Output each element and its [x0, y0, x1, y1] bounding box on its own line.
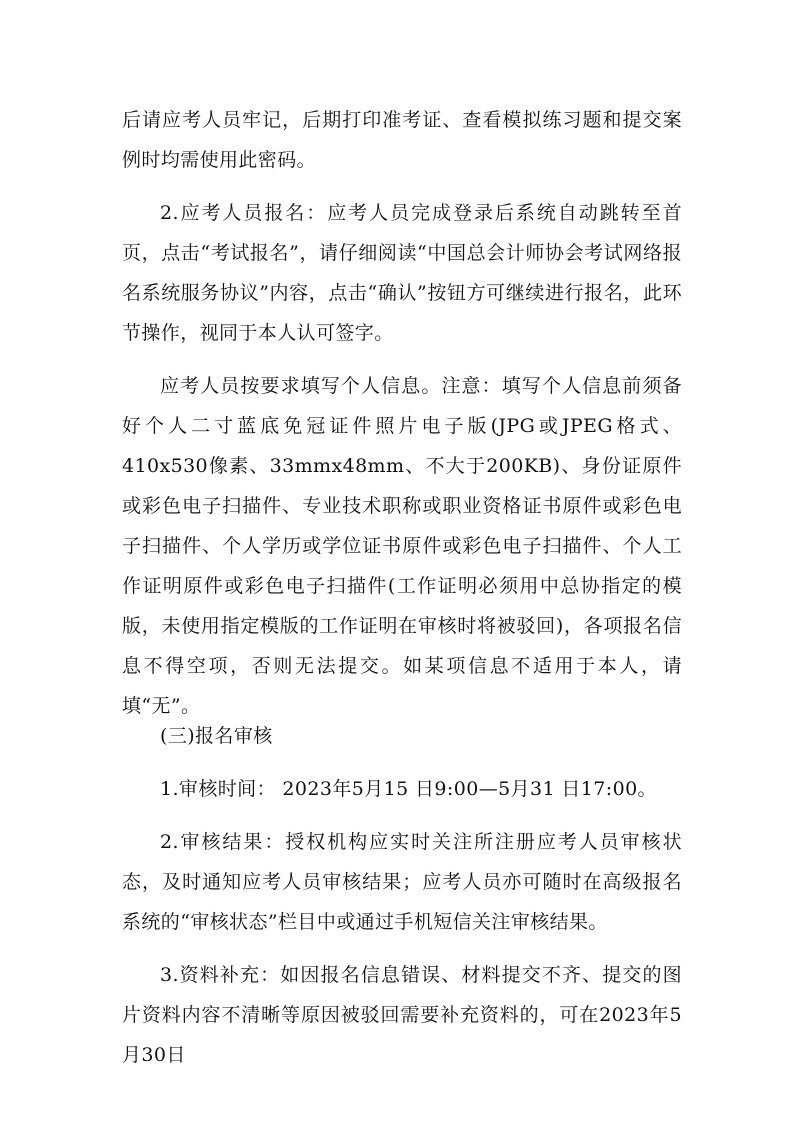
paragraph-supplement: 3.资料补充：如因报名信息错误、材料提交不齐、提交的图片资料内容不清晰等原因被驳回需要补充资料的，可在2023年5月30日: [122, 964, 682, 1066]
paragraph-password-note: 后请应考人员牢记，后期打印准考证、查看模拟练习题和提交案例时均需使用此密码。: [122, 109, 682, 171]
paragraph-review-time: 1.审核时间： 2023年5月15 日9:00—5月31 日17:00。: [160, 778, 657, 800]
paragraph-personal-info: 应考人员按要求填写个人信息。注意：填写个人信息前须备好个人二寸蓝底免冠证件照片电子版(JPG或JPEG格式、410x530像素、33mmx48mm、不大于200KB)、身份证原件或彩色电子扫描件、专业技术职称或职业资格证书原件或彩色电子扫描件、个人学历或学位证书原件或彩色电子扫描件、个人工作证明原件或彩色电子扫描件(工作证明必须用中总协指定的模版，未使用指定模版的工作证明在审核时将被驳回)，各项报名信息不得空项，否则无法提交。如某项信息不适用于本人，请填“无”。: [122, 375, 682, 717]
paragraph-registration-step: 2.应考人员报名：应考人员完成登录后系统自动跳转至首页，点击“考试报名”，请仔细阅读“中国总会计师协会考试网络报名系统服务协议”内容，点击“确认”按钮方可继续进行报名，此环节操作，视同于本人认可签字。: [122, 202, 682, 344]
section-heading-review: (三)报名审核: [160, 725, 273, 747]
paragraph-review-result: 2.审核结果：授权机构应实时关注所注册应考人员审核状态，及时通知应考人员审核结果；应考人员亦可随时在高级报名系统的“审核状态”栏目中或通过手机短信关注审核结果。: [122, 831, 682, 933]
